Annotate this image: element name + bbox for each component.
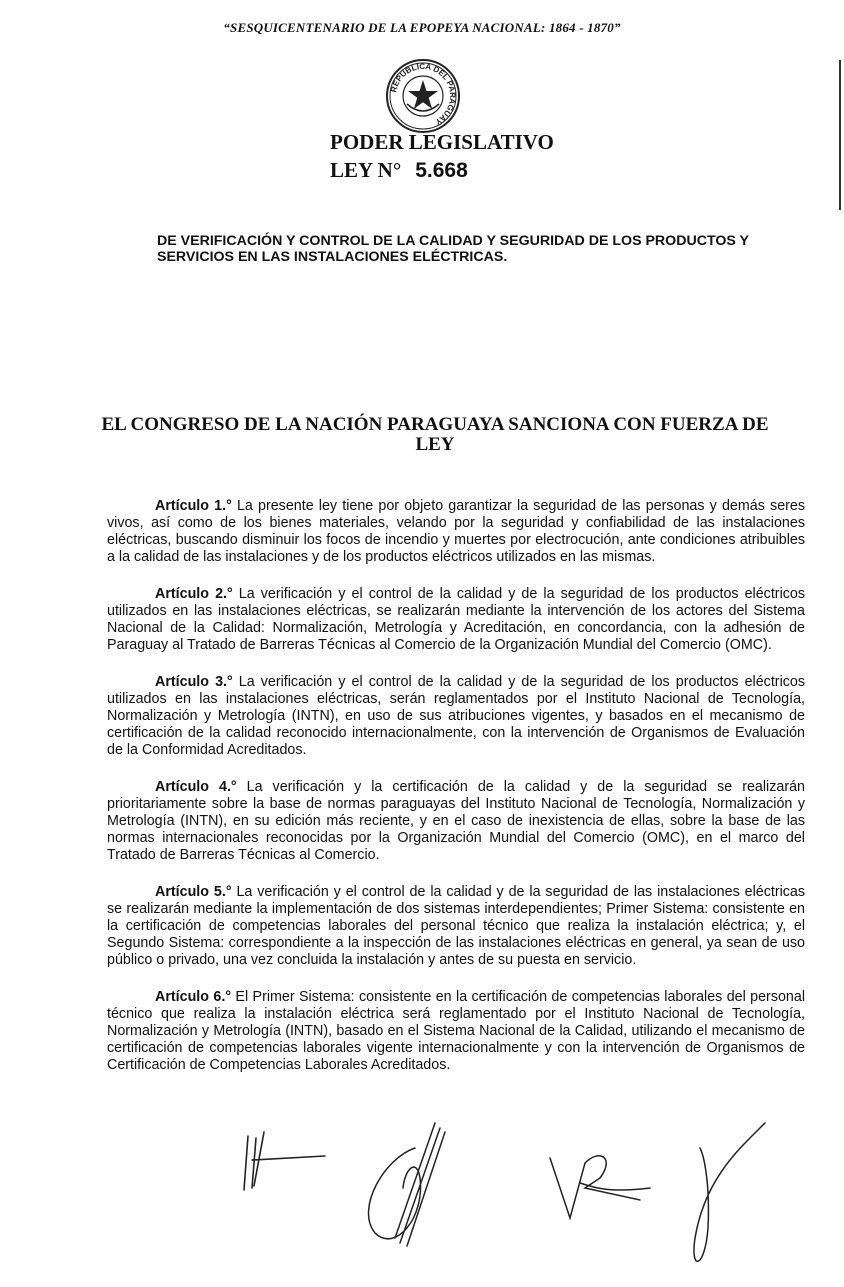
article-5 [107, 884, 805, 969]
article-label: Artículo 6.° [155, 989, 232, 1005]
law-number-line [330, 158, 468, 183]
article-text: La verificación y el control de la calidad y de la seguridad de las instalaciones eléctricas se realizarán mediante la implementación de dos sistemas interdependientes; Primer Sistema: consistente en la certificación de competencias laborales del personal técnico que realiza la instalación eléctrica; y, el Segundo Sistema: correspondiente a la inspección de las instalaciones eléctricas en general, ya sean de uso público o privado, una vez concluida la instalación y antes de su puesta en servicio. [107, 884, 806, 968]
article-label: Artículo 1.° [155, 498, 232, 514]
article-text: La verificación y el control de la calidad y de la seguridad de los productos eléctricos utilizados en las instalaciones eléctricas, serán reglamentados por el Instituto Nacional de Tecnología, Normalización y Metrología (INTN), en uso de sus atribuciones vigentes, y basados en el mecanismo de certificación de la calidad reconocido internacionalmente, con la intervención de Organismos de Evaluación de la Conformidad Acreditados. [107, 674, 805, 758]
article-label: Artículo 5.° [155, 884, 232, 900]
article-label: Artículo 4.° [155, 779, 237, 795]
article-3 [107, 674, 805, 759]
law-number: 5.668 [415, 159, 468, 182]
article-2 [107, 586, 805, 654]
law-prefix: LEY N° [330, 158, 402, 182]
article-text: La verificación y el control de la calidad y de la seguridad de los productos eléctricos utilizados en las instalaciones eléctricas, se realizarán mediante la intervención de los actores del Sistema Nacional de la Calidad: Normalización, Metrología y Acreditación, en concordancia, con la adhesión de Paraguay al Tratado de Barreras Técnicas al Comercio de la Organización Mundial del Comercio (OMC). [107, 586, 805, 653]
svg-text:REPUBLICA DEL PARAGUAY: REPUBLICA DEL PARAGUAY [389, 61, 458, 127]
article-text: La presente ley tiene por objeto garantizar la seguridad de las personas y demás seres vivos, así como de los bienes materiales, velando por la seguridad y confiabilidad de las instalaciones eléctricas, buscando disminuir los focos de incendio y muertes por electrocución, ante condiciones atribuibles a la calidad de las instalaciones y de los productos eléctricos utilizados en las mismas. [107, 498, 806, 565]
signature-3 [540, 1138, 660, 1228]
institution-name: PODER LEGISLATIVO [330, 130, 554, 154]
header-motto: “SESQUICENTENARIO DE LA EPOPEYA NACIONAL: 1864 - 1870” [223, 20, 621, 35]
page-edge-line [839, 60, 841, 210]
article-text: El Primer Sistema: consistente en la certificación de competencias laborales del personal técnico que realiza la instalación eléctrica será reglamentado por el Instituto Nacional de Tecnología, Normalización y Metrología (INTN), basado en el Sistema Nacional de la Calidad, utilizando el mecanismo de certificación de competencias laborales vigente internacionalmente y con la intervención de Organismos de Certificación de Competencias Laborales Acreditados. [107, 989, 806, 1073]
articles-section [107, 498, 805, 1094]
law-title: DE VERIFICACIÓN Y CONTROL DE LA CALIDAD Y SEGURIDAD DE LOS PRODUCTOS Y SERVICIOS EN LAS INSTALACIONES ELÉCTRICAS. [157, 233, 749, 265]
national-seal-icon [385, 58, 461, 134]
article-1 [107, 498, 805, 566]
signatures-area [230, 1118, 770, 1278]
article-label: Artículo 2.° [155, 586, 233, 602]
signature-2 [345, 1118, 465, 1258]
article-6 [107, 989, 805, 1074]
enacting-clause: EL CONGRESO DE LA NACIÓN PARAGUAYA SANCIONA CON FUERZA DE LEY [101, 414, 769, 455]
article-label: Artículo 3.° [155, 674, 233, 690]
article-4 [107, 779, 805, 864]
signature-4 [670, 1118, 770, 1278]
article-text: La verificación y la certificación de la calidad y de la seguridad se realizarán prioritariamente sobre la base de normas paraguayas del Instituto Nacional de Tecnología, Normalización y Metrología (INTN), en su edición más reciente, y en el caso de inexistencia de ellas, sobre la base de las normas internacionales reconocidas por la Organización Mundial del Comercio (OMC), en el marco del Tratado de Barreras Técnicas al Comercio. [107, 779, 805, 863]
signature-1 [230, 1128, 340, 1198]
